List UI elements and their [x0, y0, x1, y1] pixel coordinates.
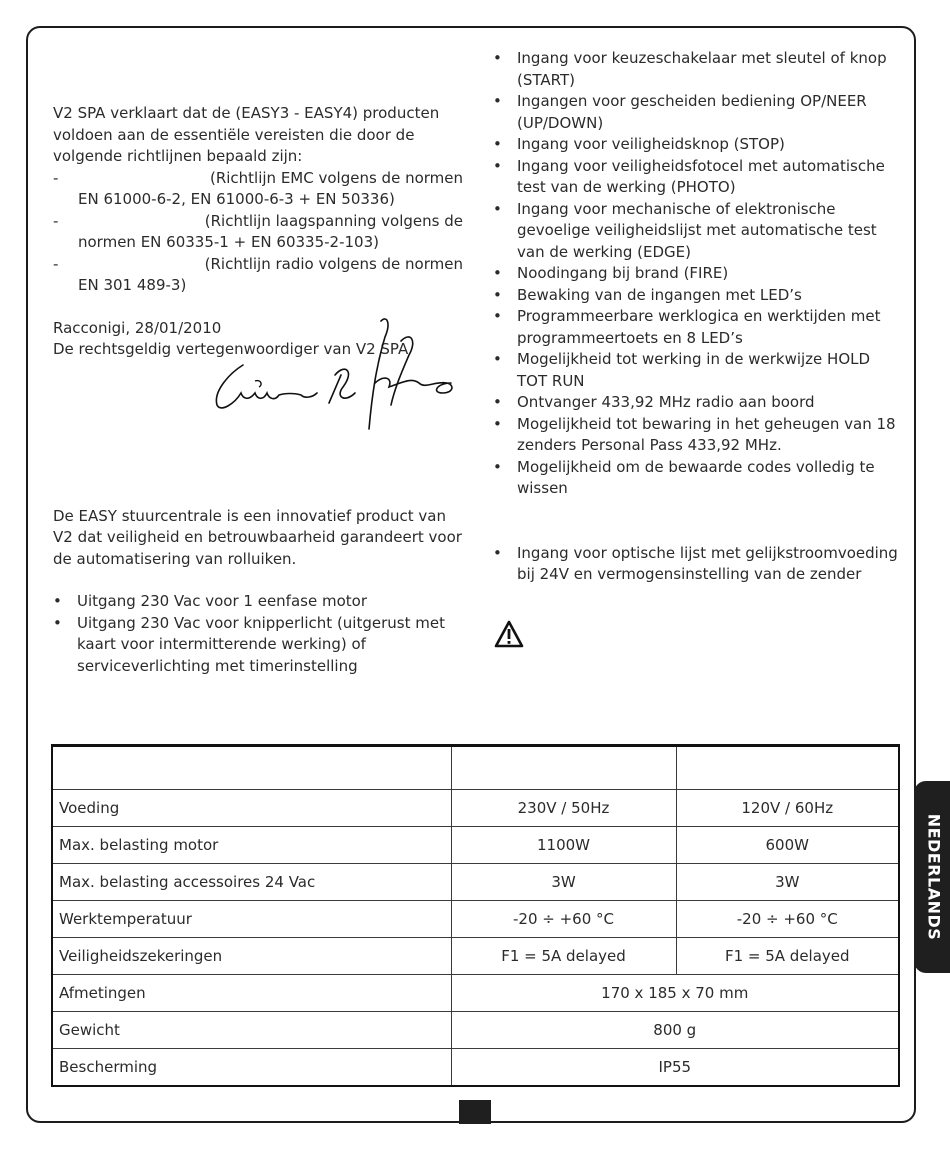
spec-label: Max. belasting accessoires 24 Vac — [52, 864, 451, 901]
directive-item: - (Richtlijn laagspanning volgens de normen EN 60335-1 + EN 60335-2-103) — [53, 211, 463, 251]
optional-feature-list — [493, 543, 903, 586]
list-item: • Ingang voor veiligheidsfotocel met automatische test van de werking (PHOTO) — [493, 156, 903, 199]
spec-label: Veiligheidszekeringen — [52, 938, 451, 975]
spec-table — [51, 744, 900, 1087]
table-row — [52, 827, 899, 864]
list-item: • Mogelijkheid tot bewaring in het geheugen van 18 zenders Personal Pass 433,92 MHz. — [493, 414, 903, 457]
list-item: • Ingang voor keuzeschakelaar met sleutel of knop (START) — [493, 48, 903, 91]
table-header-cell — [52, 746, 451, 790]
spec-label: Gewicht — [52, 1012, 451, 1049]
spec-value: 230V / 50Hz — [451, 790, 676, 827]
spec-value: -20 ÷ +60 °C — [451, 901, 676, 938]
spec-value: 1100W — [451, 827, 676, 864]
declaration-intro: V2 SPA verklaart dat de (EASY3 - EASY4) producten voldoen aan de essentiële vereisten die door de volgende richtlijnen bepaald zijn: — [53, 104, 440, 165]
list-item: • Noodingang bij brand (FIRE) — [493, 263, 903, 285]
directive-line: EN 301 489-3) — [78, 276, 187, 294]
table-header-row — [52, 746, 899, 790]
list-item: • Ingang voor optische lijst met gelijkstroomvoeding bij 24V en vermogensinstelling van de zender — [493, 543, 903, 586]
spec-label: Max. belasting motor — [52, 827, 451, 864]
list-item: • Mogelijkheid tot werking in de werkwijze HOLD TOT RUN — [493, 349, 903, 392]
language-tab[interactable] — [914, 781, 950, 973]
list-item: • Programmeerbare werklogica en werktijden met programmeertoets en 8 LED’s — [493, 306, 903, 349]
table-header-cell — [451, 746, 676, 790]
spec-value: 800 g — [451, 1012, 899, 1049]
page-marker — [459, 1100, 491, 1124]
spec-value: 3W — [451, 864, 676, 901]
table-row — [52, 790, 899, 827]
spec-value: 120V / 60Hz — [676, 790, 899, 827]
directive-line: EN 61000-6-2, EN 61000-6-3 + EN 50336) — [78, 190, 395, 208]
directive-line: (Richtlijn radio volgens de normen — [204, 254, 463, 273]
table-row — [52, 901, 899, 938]
list-item: • Ingang voor mechanische of elektronische gevoelige veiligheidslijst met automatische test van de werking (EDGE) — [493, 199, 903, 264]
warning-triangle-icon — [494, 620, 524, 648]
spec-value: F1 = 5A delayed — [676, 938, 899, 975]
directive-line: (Richtlijn laagspanning volgens de — [204, 211, 463, 230]
spec-value: 170 x 185 x 70 mm — [451, 975, 899, 1012]
spec-value: -20 ÷ +60 °C — [676, 901, 899, 938]
directive-item: - (Richtlijn radio volgens de normen EN 301 489-3) — [53, 254, 463, 294]
table-row — [52, 975, 899, 1012]
directive-list — [53, 168, 463, 297]
list-item: • Uitgang 230 Vac voor knipperlicht (uitgerust met kaart voor intermitterende werking) of serviceverlichting met timerinstelling — [53, 613, 463, 678]
feature-list — [493, 48, 903, 500]
table-row — [52, 938, 899, 975]
directive-line: normen EN 60335-1 + EN 60335-2-103) — [78, 233, 379, 251]
list-item: • Ingang voor veiligheidsknop (STOP) — [493, 134, 903, 156]
output-list — [53, 591, 463, 677]
signature-icon — [205, 313, 465, 433]
spec-value: 3W — [676, 864, 899, 901]
spec-value: IP55 — [451, 1049, 899, 1086]
spec-label: Werktemperatuur — [52, 901, 451, 938]
language-tab-label: NEDERLANDS — [924, 813, 944, 941]
spec-value: 600W — [676, 827, 899, 864]
list-item: • Ontvanger 433,92 MHz radio aan boord — [493, 392, 903, 414]
directive-line: (Richtlijn EMC volgens de normen — [209, 168, 463, 187]
list-item: • Uitgang 230 Vac voor 1 eenfase motor — [53, 591, 463, 613]
directive-item: - (Richtlijn EMC volgens de normen EN 61000-6-2, EN 61000-6-3 + EN 50336) — [53, 168, 463, 208]
list-item: • Mogelijkheid om de bewaarde codes volledig te wissen — [493, 457, 903, 500]
spec-label: Voeding — [52, 790, 451, 827]
place-date: Racconigi, 28/01/2010 — [53, 318, 222, 337]
table-header-cell — [676, 746, 899, 790]
spec-value: F1 = 5A delayed — [451, 938, 676, 975]
spec-label: Afmetingen — [52, 975, 451, 1012]
table-row — [52, 1012, 899, 1049]
list-item: • Ingangen voor gescheiden bediening OP/NEER (UP/DOWN) — [493, 91, 903, 134]
table-row — [52, 864, 899, 901]
table-row — [52, 1049, 899, 1086]
right-column — [493, 48, 903, 586]
list-item: • Bewaking van de ingangen met LED’s — [493, 285, 903, 307]
representative: De rechtsgeldig vertegenwoordiger van V2 SPA — [53, 340, 409, 358]
description-intro: De EASY stuurcentrale is een innovatief product van V2 dat veiligheid en betrouwbaarheid garandeert voor de automatisering van rolluiken. — [53, 506, 462, 568]
spec-label: Bescherming — [52, 1049, 451, 1086]
